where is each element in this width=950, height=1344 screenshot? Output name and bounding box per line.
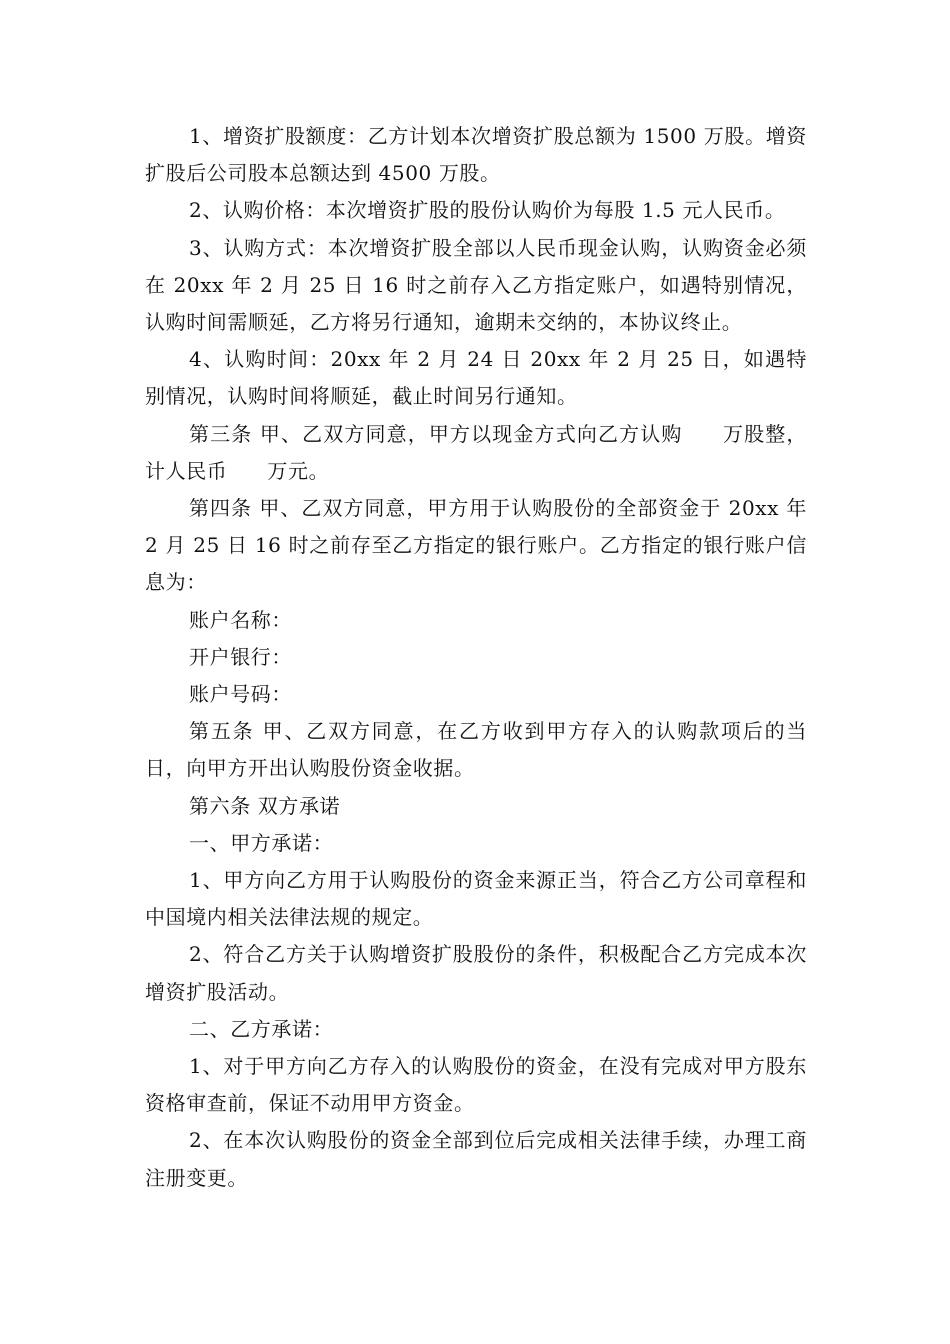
paragraph-article-3 xyxy=(145,416,807,490)
party-b-commitment-2: 2、在本次认购股份的资金全部到位后完成相关法律手续，办理工商注册变更。 xyxy=(145,1128,807,1190)
party-a-commitment-1: 1、甲方向乙方用于认购股份的资金来源正当，符合乙方公司章程和中国境内相关法律法规的规定。 xyxy=(145,868,807,930)
party-b-commitments-heading: 二、乙方承诺： xyxy=(189,1016,334,1041)
paragraph-subscription-time: 4、认购时间：20xx 年 2 月 24 日 20xx 年 2 月 25 日，如遇特别情况，认购时间将顺延，截止时间另行通知。 xyxy=(145,347,807,409)
paragraph-article-6-heading: 第六条 双方承诺 xyxy=(189,793,341,818)
party-a-commitment-2: 2、符合乙方关于认购增资扩股股份的条件，积极配合乙方完成本次增资扩股活动。 xyxy=(145,942,807,1004)
account-number-label: 账户号码： xyxy=(189,682,292,707)
document-body xyxy=(145,118,807,1197)
article-3-part-1: 第三条 甲、乙双方同意，甲方以现金方式向乙方认购 xyxy=(189,421,683,446)
paragraph-article-5: 第五条 甲、乙双方同意，在乙方收到甲方存入的认购款项后的当日，向甲方开出认购股份资金收据。 xyxy=(145,719,807,781)
article-3-part-3: 万元。 xyxy=(267,458,330,483)
bank-name-label: 开户银行： xyxy=(189,644,292,669)
article-3-part-2: 万股整，计人民币 xyxy=(145,421,807,483)
paragraph-subscription-price: 2、认购价格：本次增资扩股的股份认购价为每股 1.5 元人民币。 xyxy=(189,198,786,223)
account-name-label: 账户名称： xyxy=(189,607,292,632)
paragraph-subscription-method: 3、认购方式：本次增资扩股全部以人民币现金认购，认购资金必须在 20xx 年 2 月 25 日 16 时之前存入乙方指定账户，如遇特别情况，认购时间需顺延，乙方将另行通知，逾期未交纳的，本协议终止。 xyxy=(145,235,807,335)
paragraph-article-4: 第四条 甲、乙双方同意，甲方用于认购股份的全部资金于 20xx 年 2 月 25 日 16 时之前存至乙方指定的银行账户。乙方指定的银行账户信息为： xyxy=(145,496,807,595)
party-b-commitment-1: 1、对于甲方向乙方存入的认购股份的资金，在没有完成对甲方股东资格审查前，保证不动用甲方资金。 xyxy=(145,1054,807,1116)
paragraph-capital-increase-amount: 1、增资扩股额度：乙方计划本次增资扩股总额为 1500 万股。增资扩股后公司股本总额达到 4500 万股。 xyxy=(145,124,807,186)
party-a-commitments-heading: 一、甲方承诺： xyxy=(189,830,334,855)
